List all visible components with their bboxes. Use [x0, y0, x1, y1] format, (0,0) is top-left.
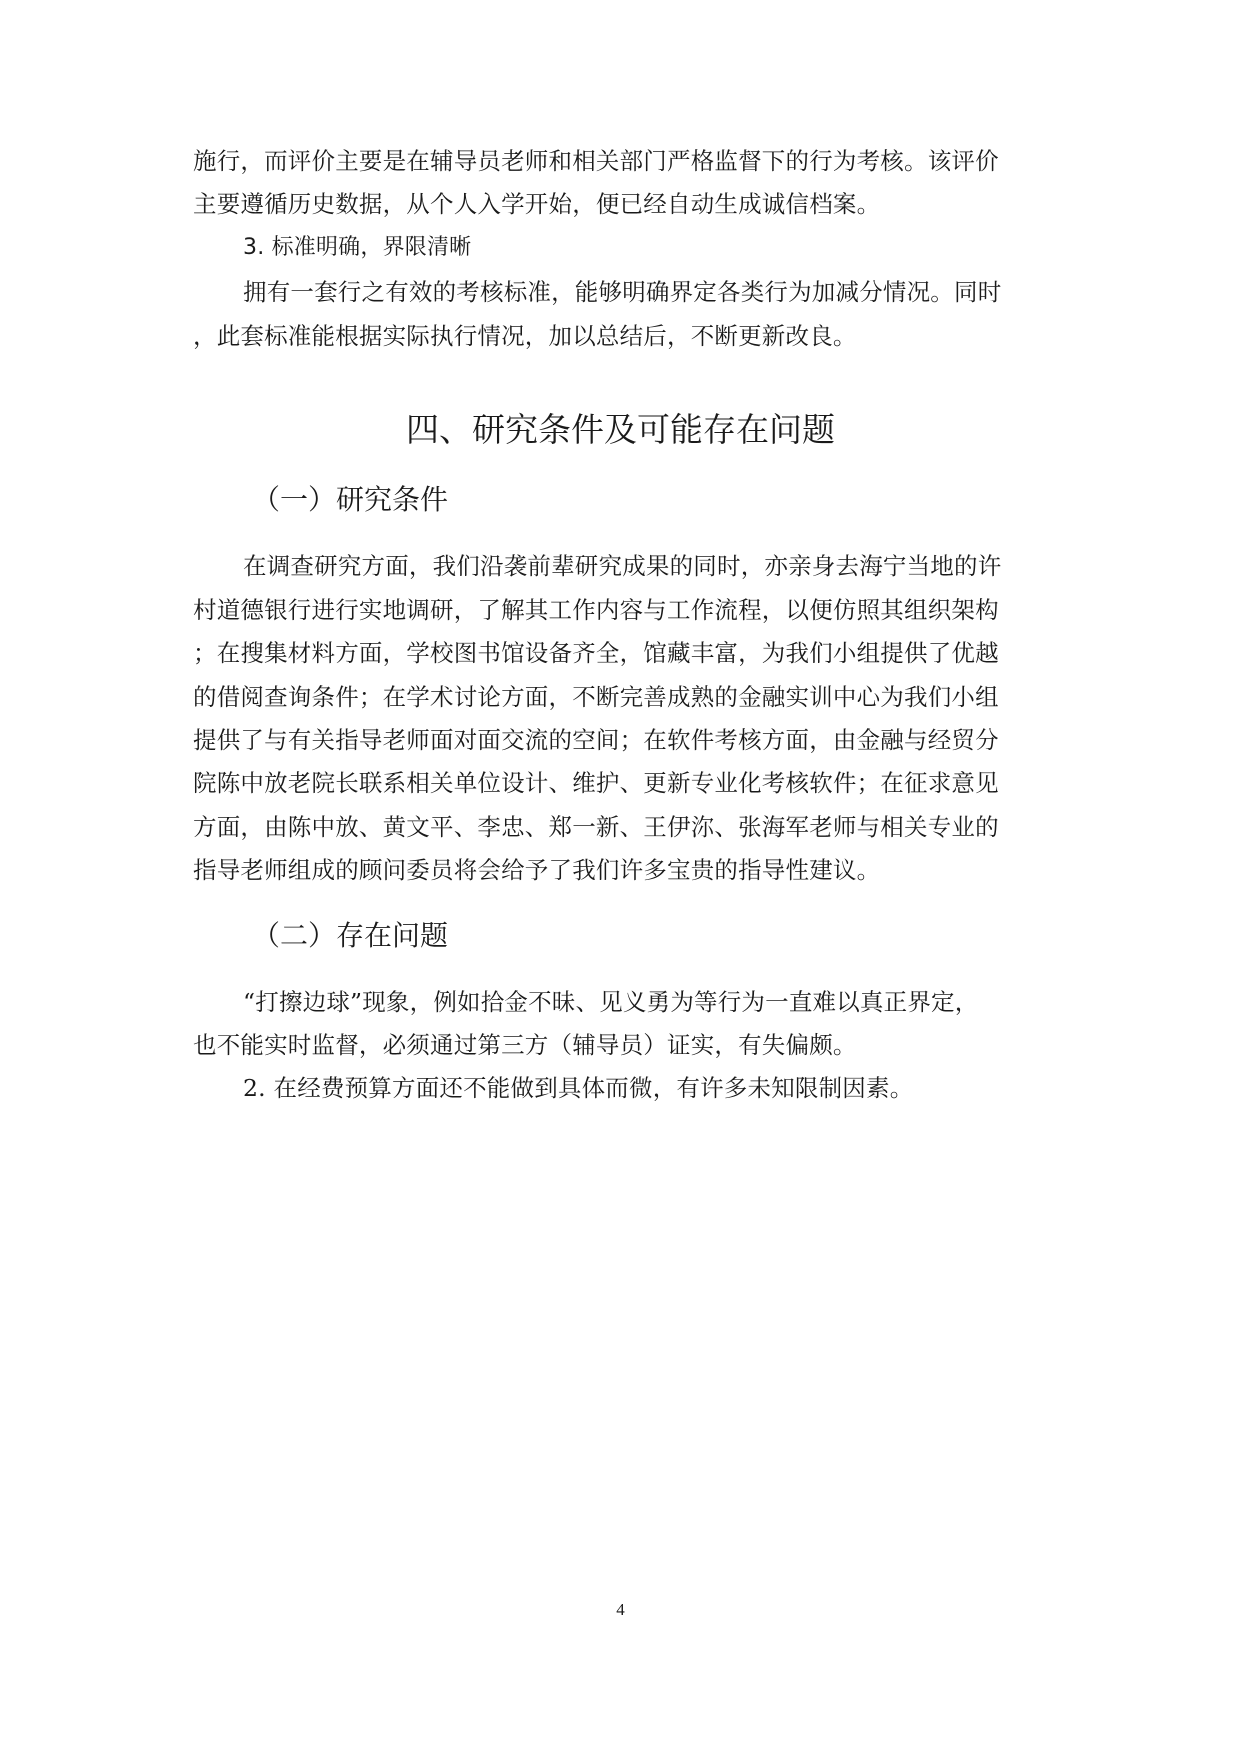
subsection-title-problems: （二）存在问题 [252, 919, 449, 952]
paragraph-line: 主要遵循历史数据，从个人入学开始，便已经自动生成诚信档案。 [193, 190, 881, 218]
paragraph-line: 也不能实时监督，必须通过第三方（辅导员）证实，有失偏颇。 [193, 1031, 857, 1059]
subsection-title-conditions: （一）研究条件 [252, 483, 449, 516]
section-title: 四、研究条件及可能存在问题 [406, 410, 835, 449]
paragraph-line: ；在搜集材料方面，学校图书馆设备齐全，馆藏丰富，为我们小组提供了优越 [193, 639, 999, 667]
paragraph-line: “打擦边球”现象，例如拾金不昧、见义勇为等行为一直难以真正界定， [243, 988, 979, 1016]
paragraph-line: 施行，而评价主要是在辅导员老师和相关部门严格监督下的行为考核。该评价 [193, 147, 999, 175]
page-number: 4 [616, 1600, 625, 1619]
point-3-heading: 3. 标准明确，界限清晰 [243, 235, 472, 260]
paragraph-line: 2. 在经费预算方面还不能做到具体而微，有许多未知限制因素。 [243, 1074, 914, 1102]
paragraph-line: 指导老师组成的顾问委员将会给予了我们许多宝贵的指导性建议。 [193, 856, 881, 884]
paragraph-line: 院陈中放老院长联系相关单位设计、维护、更新专业化考核软件；在征求意见 [193, 769, 999, 797]
paragraph-line: 村道德银行进行实地调研，了解其工作内容与工作流程，以便仿照其组织架构 [193, 596, 999, 624]
paragraph-line: 拥有一套行之有效的考核标准，能够明确界定各类行为加减分情况。同时 [243, 278, 1002, 306]
paragraph-line: ，此套标准能根据实际执行情况，加以总结后，不断更新改良。 [193, 322, 857, 350]
paragraph-line: 在调查研究方面，我们沿袭前辈研究成果的同时，亦亲身去海宁当地的许 [243, 552, 1002, 580]
paragraph-line: 提供了与有关指导老师面对面交流的空间；在软件考核方面，由金融与经贸分 [193, 726, 999, 754]
paragraph-line: 的借阅查询条件；在学术讨论方面，不断完善成熟的金融实训中心为我们小组 [193, 683, 999, 711]
paragraph-line: 方面，由陈中放、黄文平、李忠、郑一新、王伊沵、张海军老师与相关专业的 [193, 813, 999, 841]
